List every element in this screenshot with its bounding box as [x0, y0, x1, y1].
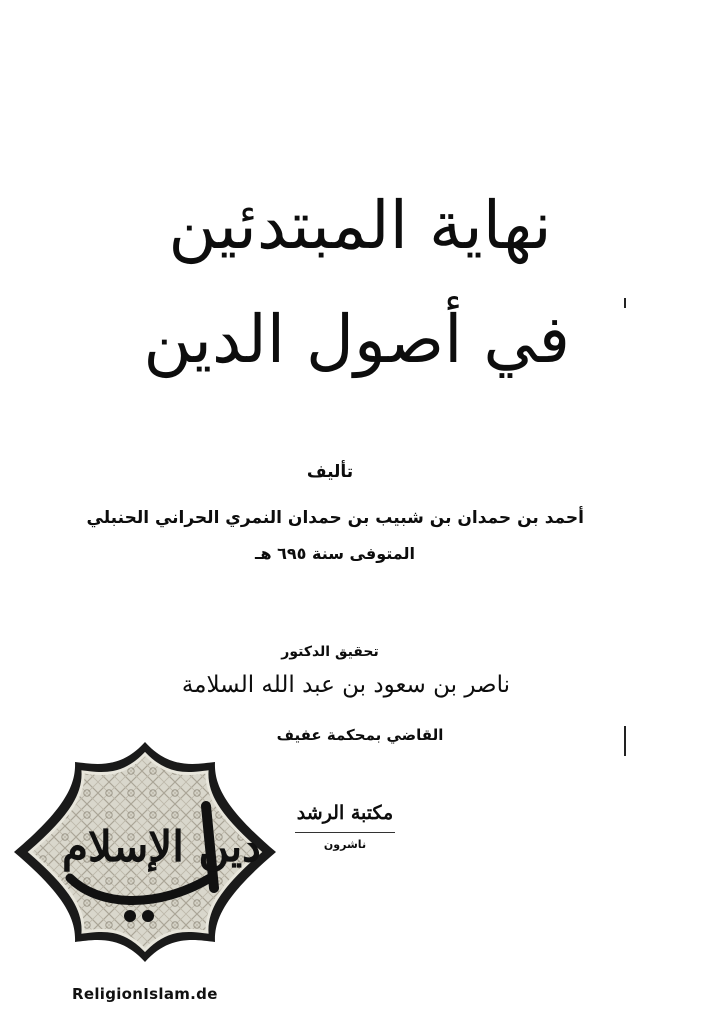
book-title-line-2: في أصول الدين — [143, 301, 570, 378]
publisher-name: مكتبة الرشد — [296, 802, 394, 824]
watermark-calligraphy: دين الإسلام — [62, 822, 261, 871]
editor-name: ناصر بن سعود بن عبد الله السلامة — [181, 672, 510, 698]
publisher-divider — [295, 832, 395, 833]
book-title-line-1: نهاية المبتدئين — [168, 187, 552, 264]
editing-label: تحقيق الدكتور — [281, 644, 379, 660]
watermark-site-label: ReligionIslam.de — [72, 985, 218, 1003]
author-name: أحمد بن حمدان بن شبيب بن حمدان النمري الحراني الحنبلي — [86, 508, 584, 528]
authorship-label: تأليف — [306, 462, 354, 482]
author-death-year: المتوفى سنة ٦٩٥ هـ — [255, 544, 415, 563]
editor-position: القاضي بمحكمة عفيف — [276, 726, 444, 744]
margin-mark — [624, 726, 626, 756]
margin-mark — [624, 298, 626, 308]
publisher-subtitle: ناشرون — [323, 838, 367, 851]
